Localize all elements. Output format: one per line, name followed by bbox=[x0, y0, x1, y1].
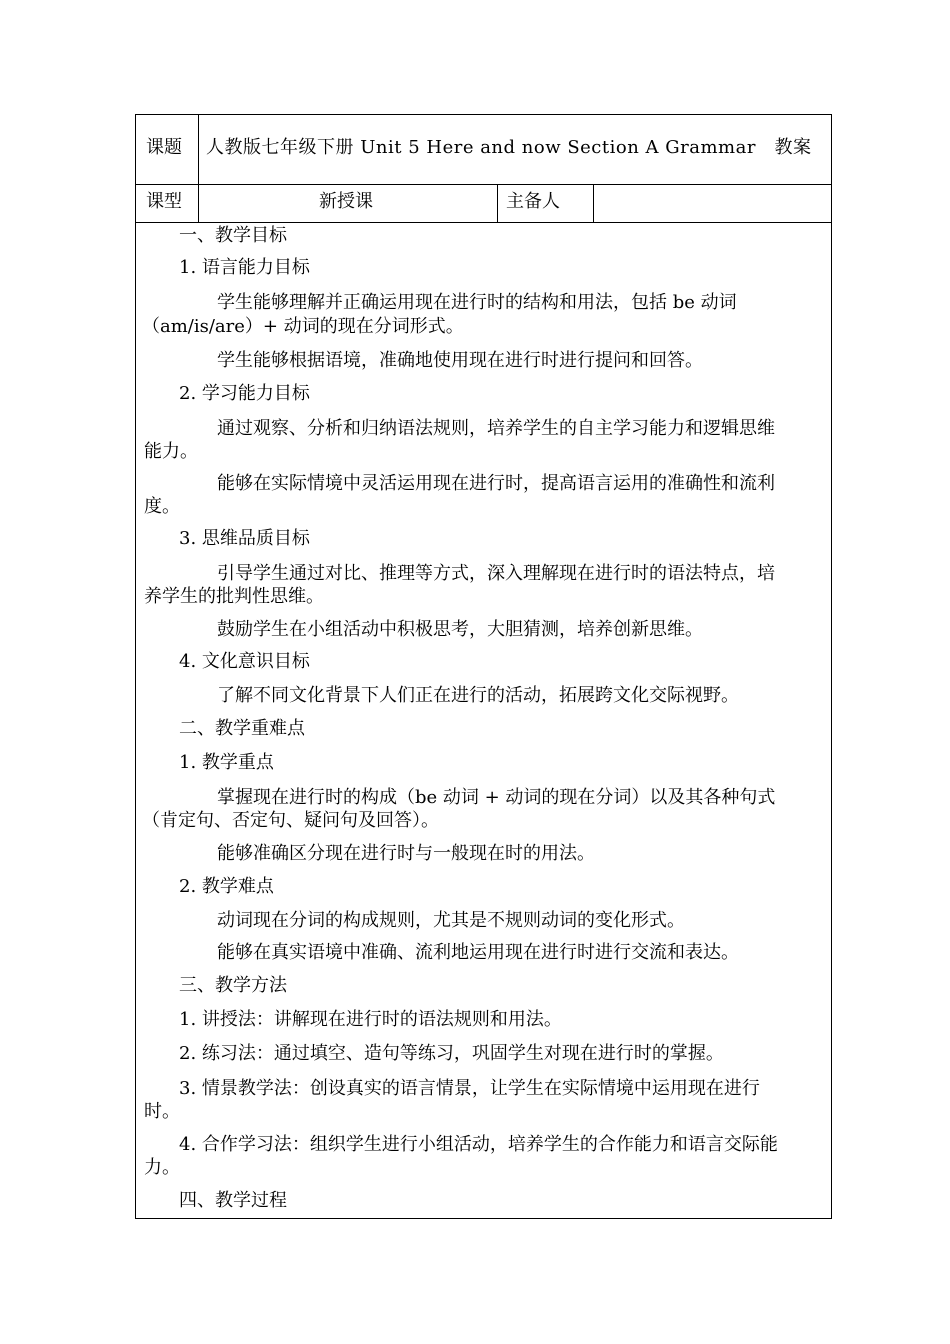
paragraph-line: 养学生的批判性思维。 bbox=[144, 586, 324, 607]
paragraph-line: 引导学生通过对比、推理等方式，深入理解现在进行时的语法特点，培 bbox=[217, 563, 775, 584]
paragraph-line: 能够准确区分现在进行时与一般现在时的用法。 bbox=[217, 843, 595, 864]
method-item-continued: 时。 bbox=[144, 1101, 180, 1122]
section-heading: 二、教学重难点 bbox=[179, 718, 305, 739]
section-heading: 四、教学过程 bbox=[179, 1190, 287, 1211]
type-label: 课型 bbox=[146, 191, 182, 212]
method-item: 3. 情景教学法：创设真实的语言情景，让学生在实际情境中运用现在进行 bbox=[179, 1078, 760, 1099]
paragraph-line: 掌握现在进行时的构成（be 动词 + 动词的现在分词）以及其各种句式 bbox=[217, 787, 776, 808]
subsection-heading: 4. 文化意识目标 bbox=[179, 651, 310, 672]
topic-row bbox=[136, 115, 831, 185]
topic-label: 课题 bbox=[146, 137, 182, 158]
paragraph-line: 能够在真实语境中准确、流利地运用现在进行时进行交流和表达。 bbox=[217, 942, 739, 963]
subsection-heading: 2. 学习能力目标 bbox=[179, 383, 310, 404]
paragraph-line: 鼓励学生在小组活动中积极思考，大胆猜测，培养创新思维。 bbox=[217, 619, 703, 640]
subsection-heading: 1. 语言能力目标 bbox=[179, 257, 310, 278]
paragraph-line: 动词现在分词的构成规则，尤其是不规则动词的变化形式。 bbox=[217, 910, 685, 931]
lesson-plan-table bbox=[135, 114, 832, 1219]
lesson-content bbox=[136, 223, 831, 1218]
type-row bbox=[136, 185, 831, 223]
author-label: 主备人 bbox=[506, 191, 560, 212]
topic-value: 人教版七年级下册 Unit 5 Here and now Section A Grammar 教案 bbox=[206, 137, 812, 158]
paragraph-line: 通过观察、分析和归纳语法规则，培养学生的自主学习能力和逻辑思维 bbox=[217, 418, 775, 439]
paragraph-line: （肯定句、否定句、疑问句及回答）。 bbox=[142, 810, 439, 831]
column-divider bbox=[198, 115, 199, 184]
paragraph-line: 能够在实际情境中灵活运用现在进行时，提高语言运用的准确性和流利 bbox=[217, 473, 775, 494]
subsection-heading: 3. 思维品质目标 bbox=[179, 528, 310, 549]
paragraph-line: 学生能够理解并正确运用现在进行时的结构和用法，包括 be 动词 bbox=[217, 292, 737, 313]
paragraph-line: 度。 bbox=[144, 496, 180, 517]
column-divider bbox=[497, 185, 498, 222]
section-heading: 三、教学方法 bbox=[179, 975, 287, 996]
paragraph-line: 学生能够根据语境，准确地使用现在进行时进行提问和回答。 bbox=[217, 350, 703, 371]
paragraph-line: 能力。 bbox=[144, 441, 198, 462]
column-divider bbox=[593, 185, 594, 222]
subsection-heading: 2. 教学难点 bbox=[179, 876, 274, 897]
method-item: 4. 合作学习法：组织学生进行小组活动，培养学生的合作能力和语言交际能 bbox=[179, 1134, 778, 1155]
column-divider bbox=[198, 185, 199, 222]
paragraph-line: （am/is/are）+ 动词的现在分词形式。 bbox=[142, 316, 464, 337]
paragraph-line: 了解不同文化背景下人们正在进行的活动，拓展跨文化交际视野。 bbox=[217, 685, 739, 706]
method-item-continued: 力。 bbox=[144, 1157, 180, 1178]
method-item: 2. 练习法：通过填空、造句等练习，巩固学生对现在进行时的掌握。 bbox=[179, 1043, 724, 1064]
type-value: 新授课 bbox=[319, 191, 373, 212]
section-heading: 一、教学目标 bbox=[179, 225, 287, 246]
method-item: 1. 讲授法：讲解现在进行时的语法规则和用法。 bbox=[179, 1009, 562, 1030]
subsection-heading: 1. 教学重点 bbox=[179, 752, 274, 773]
